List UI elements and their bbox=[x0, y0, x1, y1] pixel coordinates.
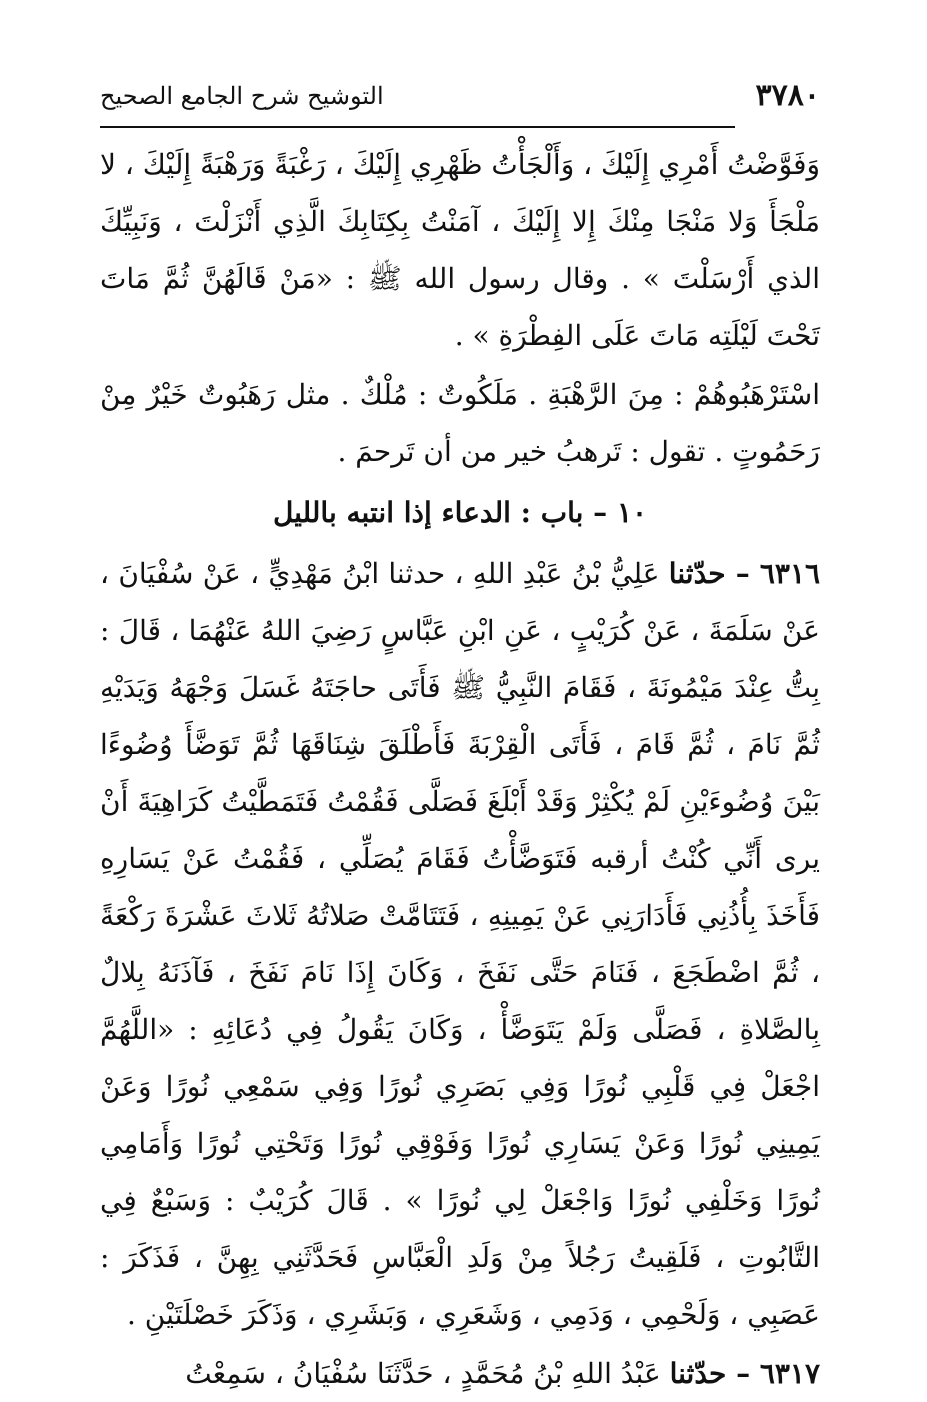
page-header bbox=[100, 78, 820, 118]
hadith-6317 bbox=[100, 1345, 820, 1402]
main-text bbox=[100, 136, 821, 1390]
header-divider bbox=[100, 126, 735, 128]
paragraph-word-glosses: اسْتَرْهَبُوهُمْ : مِنَ الرَّهْبَةِ . مَلَكُوتٌ : مُلْكٌ . مثل رَهَبُوتٌ خَيْرٌ مِنْ رَحَمُوتٍ . تقول : تَرهبُ خير من أن تَرحمَ . bbox=[100, 378, 820, 468]
page-number: ٣٧٨٠ bbox=[755, 78, 820, 113]
hadith-6316 bbox=[100, 545, 820, 1343]
hadith-text: عَبْدُ اللهِ بْنُ مُحَمَّدٍ ، حَدَّثَنَا سُفْيَانُ ، سَمِعْتُ bbox=[185, 1357, 670, 1390]
hadith-prefix: – حدّثنا bbox=[669, 1357, 760, 1390]
running-title: التوشيح شرح الجامع الصحيح bbox=[100, 82, 384, 110]
hadith-number: ٦٣١٦ bbox=[759, 557, 821, 590]
paragraph-dua-end: وَفَوَّضْتُ أَمْرِي إِلَيْكَ ، وَأَلْجَأْتُ ظَهْرِي إِلَيْكَ ، رَغْبَةً وَرَهْبَةً إِلَيْكَ ، لا مَلْجَأَ وَلا مَنْجَا مِنْكَ إِلا إِلَيْكَ ، آمَنْتُ بِكِتَابِكَ الَّذِي أَنْزَلْتَ ، وَنَبِيِّكَ الذي أَرْسَلْتَ » . وقال رسول الله ﷺ : «مَنْ قَالَهُنَّ ثُمَّ مَاتَ تَحْتَ لَيْلَتِه مَاتَ عَلَى الفِطْرَةِ » . bbox=[100, 148, 820, 352]
hadith-text: عَلِيُّ بْنُ عَبْدِ اللهِ ، حدثنا ابْنُ مَهْدِيٍّ ، عَنْ سُفْيَانَ ، عَنْ سَلَمَةَ ، عَنْ كُرَيْبٍ ، عَنِ ابْنِ عَبَّاسٍ رَضِيَ اللهُ عَنْهُمَا ، قَالَ : بِتُّ عِنْدَ مَيْمُونَةَ ، فَقَامَ النَّبِيُّ ﷺ فَأَتَى حاجَتَهُ غَسَلَ وَجْهَهُ وَيَدَيْهِ ثُمَّ نَامَ ، ثُمَّ قَامَ ، فَأَتَى الْقِرْبَةَ فَأَطْلَقَ شِنَاقَهَا ثُمَّ تَوَضَّأَ وُضُوءًا بَيْنَ وُضُوءَيْنِ لَمْ يُكْثِرْ وَقَدْ أَبْلَغَ فَصَلَّى فَقُمْتُ فَتَمَطَّيْتُ كَرَاهِيَةَ أَنْ يرى أَنِّي كُنْتُ أرقبه فَتَوَضَّأْتُ فَقَامَ يُصَلِّي ، فَقُمْتُ عَنْ يَسَارِهِ فَأَخَذَ بِأُذُنِي فَأَدَارَنِي عَنْ يَمِينِهِ ، فَتَتَامَّتْ صَلاتُهُ ثَلاثَ عَشْرَةَ رَكْعَةً ، ثُمَّ اضْطَجَعَ ، فَنَامَ حَتَّى نَفَخَ ، وَكَانَ إِذَا نَامَ نَفَخَ ، فَآذَنَهُ بِلالٌ بِالصَّلاةِ ، فَصَلَّى وَلَمْ يَتَوَضَّأْ ، وَكَانَ يَقُولُ فِي دُعَائِهِ : «اللَّهُمَّ اجْعَلْ فِي قَلْبِي نُورًا وَفِي بَصَرِي نُورًا وَفِي سَمْعِي نُورًا وَعَنْ يَمِينِي نُورًا وَعَنْ يَسَارِي نُورًا وَفَوْقِي نُورًا وَتَحْتِي نُورًا وَأَمَامِي نُورًا وَخَلْفِي نُورًا وَاجْعَلْ لِي نُورًا » . قَالَ كُرَيْبٌ : وَسَبْعٌ فِي التَّابُوتِ ، فَلَقِيتُ رَجُلاً مِنْ وَلَدِ الْعَبَّاسِ فَحَدَّثَنِي بِهِنَّ ، فَذَكَرَ : عَصَبِي ، وَلَحْمِي ، وَدَمِي ، وَشَعَرِي ، وَبَشَرِي ، وَذَكَرَ خَصْلَتَيْنِ . bbox=[100, 557, 820, 1331]
section-heading: ١٠ – باب : الدعاء إذا انتبه بالليل bbox=[272, 496, 648, 529]
hadith-number: ٦٣١٧ bbox=[759, 1357, 820, 1390]
hadith-prefix: – حدّثنا bbox=[668, 557, 760, 590]
